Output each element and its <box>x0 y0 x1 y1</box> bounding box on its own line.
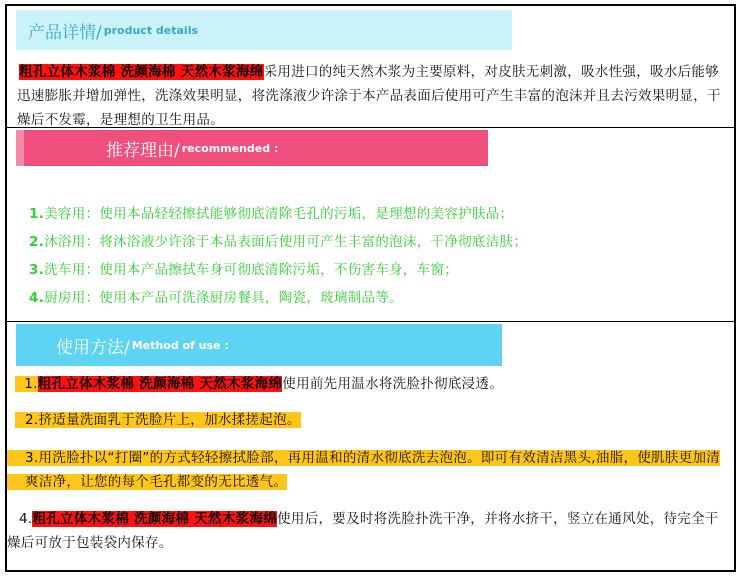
recommend-title-en: recommended : <box>181 141 279 155</box>
list-item: 1.美容用：使用本品轻轻擦拭能够彻底清除毛孔的污垢，是理想的美容护肤品； <box>29 206 514 222</box>
usage-section <box>5 322 736 572</box>
usage-step-4: 4.粗孔立体木浆棉 洗颜海棉 天然木浆海绵使用后，要及时将洗脸扑洗干净，并将水挤干，竖立在通风处，待完全干燥后可放于包装袋内保存。 <box>7 511 719 551</box>
usage-step-3: 3.用洗脸扑以“打圈”的方式轻轻擦拭脸部，再用温和的清水彻底洗去泡泡。即可有效清洁黑头,油脂，使肌肤更加清爽洁净，让您的每个毛孔都变的无比透气。 <box>7 446 726 494</box>
product-name-highlight: 粗孔立体木浆棉 洗颜海棉 天然木浆海绵 <box>19 64 264 80</box>
list-item: 4.厨房用：使用本产品可洗涤厨房餐具，陶瓷，玻璃制品等。 <box>29 290 403 306</box>
product-description <box>17 60 726 132</box>
list-item: 2.沐浴用：将沐浴液少许涂于本品表面后使用可产生丰富的泡沫，干净彻底洁肤； <box>29 234 528 250</box>
product-details-title-en: product details <box>103 23 199 37</box>
product-details-title-cn: 产品详情/ <box>28 22 102 43</box>
usage-step-1: 1.粗孔立体木浆棉 洗颜海棉 天然木浆海绵使用前先用温水将洗脸扑彻底浸透。 <box>15 372 726 396</box>
recommend-section <box>5 128 736 323</box>
recommend-list <box>29 200 527 312</box>
product-details-section <box>5 4 736 129</box>
recommend-title-cn: 推荐理由/ <box>106 140 180 161</box>
list-item: 3.洗车用：使用本产品擦拭车身可彻底清除污垢，不伤害车身，车窗； <box>29 262 459 278</box>
usage-title-en: Method of use : <box>131 338 229 352</box>
product-details-header <box>16 10 512 50</box>
usage-title-cn: 使用方法/ <box>56 337 130 358</box>
usage-step-2: 2.挤适量洗面乳于洗脸片上，加水揉搓起泡。 <box>15 408 726 432</box>
recommend-header <box>16 130 488 166</box>
product-description-text: 采用进口的纯天然木浆为主要原料，对皮肤无刺激，吸水性强，吸水后能够迅速膨胀并增加弹性，洗涤效果明显，将洗涤液少许涂于本产品表面后使用可产生丰富的泡沫并且去污效果明显，干燥后不发霉，是理想的卫生用品。 <box>17 64 721 128</box>
product-name-highlight: 粗孔立体木浆棉 洗颜海棉 天然木浆海绵 <box>37 376 283 392</box>
product-name-highlight: 粗孔立体木浆棉 洗颜海棉 天然木浆海绵 <box>32 511 278 527</box>
usage-header <box>16 324 502 366</box>
